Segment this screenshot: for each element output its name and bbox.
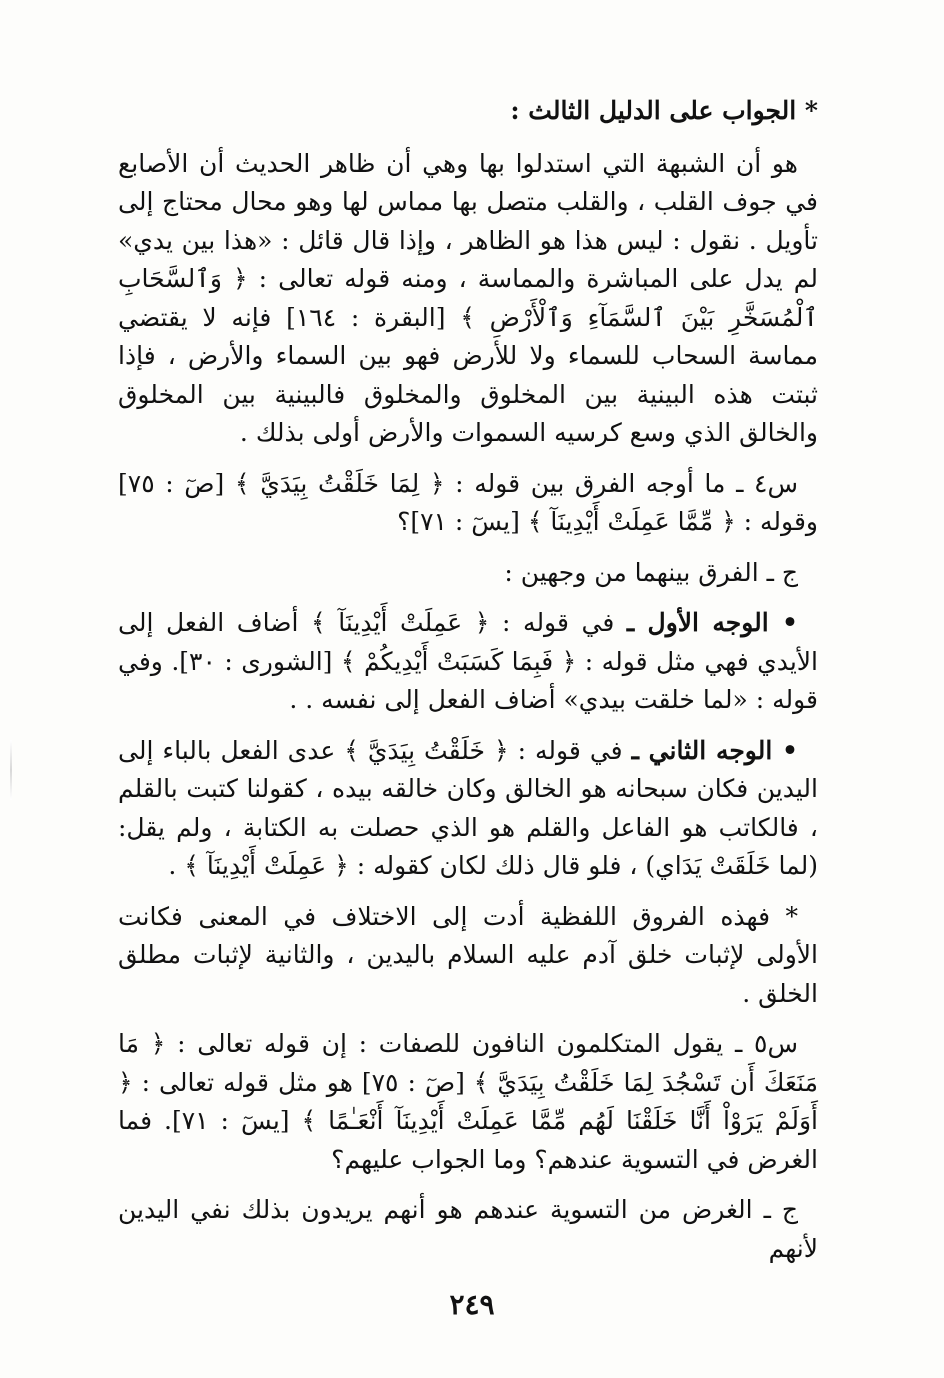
first-aspect xyxy=(118,604,818,720)
first-aspect-text: في قوله : ﴿ عَمِلَتْ أَيْدِينَآ ﴾ أضاف الفعل إلى الأيدي فهي مثل قوله : ﴿ فَبِمَا كَسَبَتْ أَيْدِيكُمْ ﴾ [الشورى : ٣٠]. وفي قوله : «لما خلقت بيدي» أضاف الفعل إلى نفسه . . xyxy=(118,608,818,714)
answer-4: ج ـ الفرق بينهما من وجهين : xyxy=(504,557,798,587)
section-heading: * الجواب على الدليل الثالث : xyxy=(510,96,818,125)
paragraph-answer-third-proof: هو أن الشبهة التي استدلوا بها وهي أن ظاهر الحديث أن الأصابع في جوف القلب ، والقلب متصل بها مماس لها وهو محال محتاج إلى تأويل . نقول : ليس هذا هو الظاهر ، وإذا قال قائل : «هذا بين يدي» لم يدل على المباشرة والمماسة ، ومنه قوله تعالى : ﴿ وَٱلسَّحَابِ ٱلْمُسَخَّرِ بَيْنَ ٱلسَّمَآءِ وَٱلْأَرْضِ ﴾ [البقرة : ١٦٤] فإنه لا يقتضي مماسة السحاب للسماء ولا للأرض فهو بين السماء والأرض ، فإذا ثبتت هذه البينية بين المخلوق والمخلوق فالبينية بين المخلوق والخالق الذي وسع كرسيه السموات والأرض أولى بذلك . xyxy=(118,148,818,447)
question-5: س٥ ـ يقول المتكلمون النافون للصفات : إن قوله تعالى : ﴿ مَا مَنَعَكَ أَن تَسْجُدَ لِمَا خَلَقْتُ بِيَدَيَّ ﴾ [صٓ : ٧٥] هو مثل قوله تعالى : ﴿ أَوَلَمْ يَرَوْاْ أَنَّا خَلَقْنَا لَهُم مِّمَّا عَمِلَتْ أَيْدِينَآ أَنْعَـٰمًا ﴾ [يسٓ : ٧١]. فما الغرض في التسوية عندهم؟ وما الجواب عليهم؟ xyxy=(118,1029,818,1174)
page-body xyxy=(118,92,818,1280)
scan-artifact xyxy=(10,740,12,800)
second-aspect xyxy=(118,732,818,886)
summary-paragraph: * فهذه الفروق اللفظية أدت إلى الاختلاف في المعنى فكانت الأولى لإثبات خلق آدم عليه السلام باليدين ، والثانية لإثبات مطلق الخلق . xyxy=(118,901,818,1008)
first-aspect-label: • الوجه الأول ـ xyxy=(626,608,798,637)
second-aspect-text: في قوله : ﴿ خَلَقْتُ بِيَدَيَّ ﴾ عدى الفعل بالباء إلى اليدين فكان سبحانه هو الخالق وكان خالقه بيده ، كقولنا كتبت بالقلم ، فالكاتب هو الفاعل والقلم هو الذي حصلت به الكتابة ، ولم يقل: (لما خَلَقَتْ يَدَاي) ، فلو قال ذلك لكان كقوله : ﴿ عَمِلَتْ أَيْدِينَآ ﴾ . xyxy=(118,735,818,880)
question-4: س٤ ـ ما أوجه الفرق بين قوله : ﴿ لِمَا خَلَقْتُ بِيَدَيَّ ﴾ [صٓ : ٧٥] وقوله : ﴿ مِّمَّا عَمِلَتْ أَيْدِينَآ ﴾ [يسٓ : ٧١]؟ xyxy=(118,468,818,536)
second-aspect-label: • الوجه الثاني ـ xyxy=(631,735,798,765)
page-number: ٢٤٩ xyxy=(449,1288,495,1321)
answer-5: ج ـ الغرض من التسوية عندهم هو أنهم يريدون بذلك نفي اليدين لأنهم xyxy=(118,1195,818,1263)
